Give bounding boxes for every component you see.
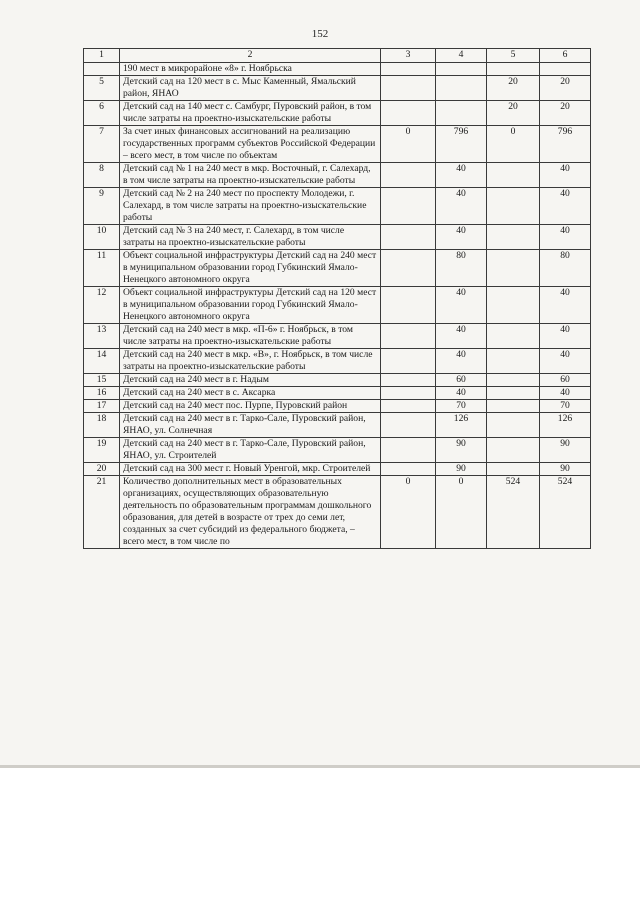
cell-col5: 20 bbox=[487, 76, 540, 101]
cell-col3 bbox=[381, 63, 436, 76]
table-row bbox=[84, 324, 591, 349]
table-row bbox=[84, 413, 591, 438]
row-number: 20 bbox=[84, 463, 120, 476]
cell-col4 bbox=[436, 76, 487, 101]
row-description: Объект социальной инфраструктуры Детский сад на 240 мест в муниципальном образовании город Губкинский Ямало-Ненецкого автономного округа bbox=[120, 250, 381, 287]
cell-col6: 40 bbox=[540, 349, 591, 374]
column-header: 5 bbox=[487, 49, 540, 63]
page-number: 152 bbox=[311, 28, 329, 40]
cell-col6: 20 bbox=[540, 76, 591, 101]
cell-col3 bbox=[381, 76, 436, 101]
cell-col6: 90 bbox=[540, 438, 591, 463]
cell-col5 bbox=[487, 225, 540, 250]
column-header: 2 bbox=[120, 49, 381, 63]
cell-col5 bbox=[487, 413, 540, 438]
row-description: Объект социальной инфраструктуры Детский сад на 120 мест в муниципальном образовании город Губкинский Ямало-Ненецкого автономного округа bbox=[120, 287, 381, 324]
cell-col6: 20 bbox=[540, 101, 591, 126]
row-number: 19 bbox=[84, 438, 120, 463]
row-number: 5 bbox=[84, 76, 120, 101]
row-number: 9 bbox=[84, 188, 120, 225]
cell-col3 bbox=[381, 400, 436, 413]
cell-col5 bbox=[487, 387, 540, 400]
cell-col3 bbox=[381, 413, 436, 438]
cell-col4 bbox=[436, 63, 487, 76]
cell-col5 bbox=[487, 463, 540, 476]
cell-col4: 40 bbox=[436, 163, 487, 188]
cell-col5: 20 bbox=[487, 101, 540, 126]
row-description: Детский сад № 2 на 240 мест по проспекту Молодежи, г. Салехард, в том числе затраты на проектно-изыскательские работы bbox=[120, 188, 381, 225]
row-description: Детский сад на 240 мест в мкр. «В», г. Ноябрьск, в том числе затраты на проектно-изыскательские работы bbox=[120, 349, 381, 374]
row-description: Детский сад № 1 на 240 мест в мкр. Восточный, г. Салехард, в том числе затраты на проектно-изыскательские работы bbox=[120, 163, 381, 188]
cell-col4: 796 bbox=[436, 126, 487, 163]
row-number: 14 bbox=[84, 349, 120, 374]
cell-col3 bbox=[381, 387, 436, 400]
cell-col6: 126 bbox=[540, 413, 591, 438]
row-description: Детский сад на 300 мест г. Новый Уренгой, мкр. Строителей bbox=[120, 463, 381, 476]
cell-col5: 524 bbox=[487, 476, 540, 549]
row-description: 190 мест в микрорайоне «8» г. Ноябрьска bbox=[120, 63, 381, 76]
row-description: За счет иных финансовых ассигнований на реализацию государственных программ субъектов Российской Федерации – всего мест, в том числе по объектам bbox=[120, 126, 381, 163]
cell-col5 bbox=[487, 188, 540, 225]
table-row bbox=[84, 188, 591, 225]
cell-col3 bbox=[381, 163, 436, 188]
table-row bbox=[84, 126, 591, 163]
row-description: Детский сад на 240 мест в г. Тарко-Сале, Пуровский район, ЯНАО, ул. Солнечная bbox=[120, 413, 381, 438]
cell-col6: 90 bbox=[540, 463, 591, 476]
cell-col3 bbox=[381, 324, 436, 349]
cell-col3 bbox=[381, 463, 436, 476]
cell-col6: 40 bbox=[540, 188, 591, 225]
table-row bbox=[84, 476, 591, 549]
cell-col3 bbox=[381, 225, 436, 250]
cell-col4: 40 bbox=[436, 387, 487, 400]
cell-col6 bbox=[540, 63, 591, 76]
table-row bbox=[84, 63, 591, 76]
table-row bbox=[84, 349, 591, 374]
row-number: 15 bbox=[84, 374, 120, 387]
cell-col4: 0 bbox=[436, 476, 487, 549]
table-row bbox=[84, 101, 591, 126]
column-header: 3 bbox=[381, 49, 436, 63]
cell-col3 bbox=[381, 287, 436, 324]
cell-col3 bbox=[381, 188, 436, 225]
cell-col6: 80 bbox=[540, 250, 591, 287]
cell-col6: 40 bbox=[540, 225, 591, 250]
row-description: Детский сад на 240 мест пос. Пурпе, Пуровский район bbox=[120, 400, 381, 413]
cell-col3 bbox=[381, 101, 436, 126]
cell-col6: 60 bbox=[540, 374, 591, 387]
cell-col5 bbox=[487, 400, 540, 413]
row-description: Детский сад на 240 мест в с. Аксарка bbox=[120, 387, 381, 400]
cell-col6: 40 bbox=[540, 163, 591, 188]
column-header: 6 bbox=[540, 49, 591, 63]
row-description: Детский сад на 140 мест с. Самбург, Пуровский район, в том числе затраты на проектно-изыскательские работы bbox=[120, 101, 381, 126]
table-row bbox=[84, 463, 591, 476]
cell-col4: 40 bbox=[436, 324, 487, 349]
cell-col6: 524 bbox=[540, 476, 591, 549]
cell-col5 bbox=[487, 374, 540, 387]
cell-col4: 40 bbox=[436, 287, 487, 324]
table-row bbox=[84, 287, 591, 324]
cell-col4: 40 bbox=[436, 225, 487, 250]
row-description: Детский сад № 3 на 240 мест, г. Салехард, в том числе затраты на проектно-изыскательские работы bbox=[120, 225, 381, 250]
cell-col4: 90 bbox=[436, 438, 487, 463]
cell-col5 bbox=[487, 438, 540, 463]
cell-col3 bbox=[381, 438, 436, 463]
row-description: Детский сад на 240 мест в г. Тарко-Сале, Пуровский район, ЯНАО, ул. Строителей bbox=[120, 438, 381, 463]
row-number: 21 bbox=[84, 476, 120, 549]
row-number: 16 bbox=[84, 387, 120, 400]
table-row bbox=[84, 374, 591, 387]
table-row bbox=[84, 225, 591, 250]
row-description: Количество дополнительных мест в образовательных организациях, осуществляющих образовательную деятельность по образовательным программам дошкольного образования, для детей в возрасте от трех до семи лет, созданных за счет субсидий из федерального бюджета, – всего мест, в том числе по bbox=[120, 476, 381, 549]
cell-col3 bbox=[381, 250, 436, 287]
cell-col5 bbox=[487, 287, 540, 324]
cell-col5 bbox=[487, 163, 540, 188]
row-number: 6 bbox=[84, 101, 120, 126]
cell-col3 bbox=[381, 349, 436, 374]
cell-col5 bbox=[487, 250, 540, 287]
cell-col4: 90 bbox=[436, 463, 487, 476]
table-row bbox=[84, 400, 591, 413]
places-table bbox=[83, 48, 591, 549]
row-description: Детский сад на 240 мест в мкр. «П-6» г. Ноябрьск, в том числе затраты на проектно-изыскательские работы bbox=[120, 324, 381, 349]
cell-col6: 40 bbox=[540, 287, 591, 324]
cell-col5 bbox=[487, 349, 540, 374]
row-number: 7 bbox=[84, 126, 120, 163]
row-number: 12 bbox=[84, 287, 120, 324]
row-number: 18 bbox=[84, 413, 120, 438]
cell-col3: 0 bbox=[381, 126, 436, 163]
row-number: 8 bbox=[84, 163, 120, 188]
cell-col3: 0 bbox=[381, 476, 436, 549]
cell-col5: 0 bbox=[487, 126, 540, 163]
cell-col6: 796 bbox=[540, 126, 591, 163]
row-number: 11 bbox=[84, 250, 120, 287]
cell-col5 bbox=[487, 63, 540, 76]
row-number: 13 bbox=[84, 324, 120, 349]
row-number: 17 bbox=[84, 400, 120, 413]
cell-col4: 60 bbox=[436, 374, 487, 387]
table-row bbox=[84, 163, 591, 188]
column-header: 1 bbox=[84, 49, 120, 63]
table-row bbox=[84, 76, 591, 101]
row-description: Детский сад на 240 мест в г. Надым bbox=[120, 374, 381, 387]
row-description: Детский сад на 120 мест в с. Мыс Каменный, Ямальский район, ЯНАО bbox=[120, 76, 381, 101]
cell-col4: 80 bbox=[436, 250, 487, 287]
row-number bbox=[84, 63, 120, 76]
cell-col4: 40 bbox=[436, 188, 487, 225]
cell-col4: 70 bbox=[436, 400, 487, 413]
cell-col6: 40 bbox=[540, 387, 591, 400]
table-row bbox=[84, 438, 591, 463]
cell-col4: 126 bbox=[436, 413, 487, 438]
cell-col4: 40 bbox=[436, 349, 487, 374]
cell-col3 bbox=[381, 374, 436, 387]
table-header-row bbox=[84, 49, 591, 63]
column-header: 4 bbox=[436, 49, 487, 63]
cell-col6: 40 bbox=[540, 324, 591, 349]
row-number: 10 bbox=[84, 225, 120, 250]
table-row bbox=[84, 250, 591, 287]
table-row bbox=[84, 387, 591, 400]
cell-col6: 70 bbox=[540, 400, 591, 413]
cell-col5 bbox=[487, 324, 540, 349]
cell-col4 bbox=[436, 101, 487, 126]
